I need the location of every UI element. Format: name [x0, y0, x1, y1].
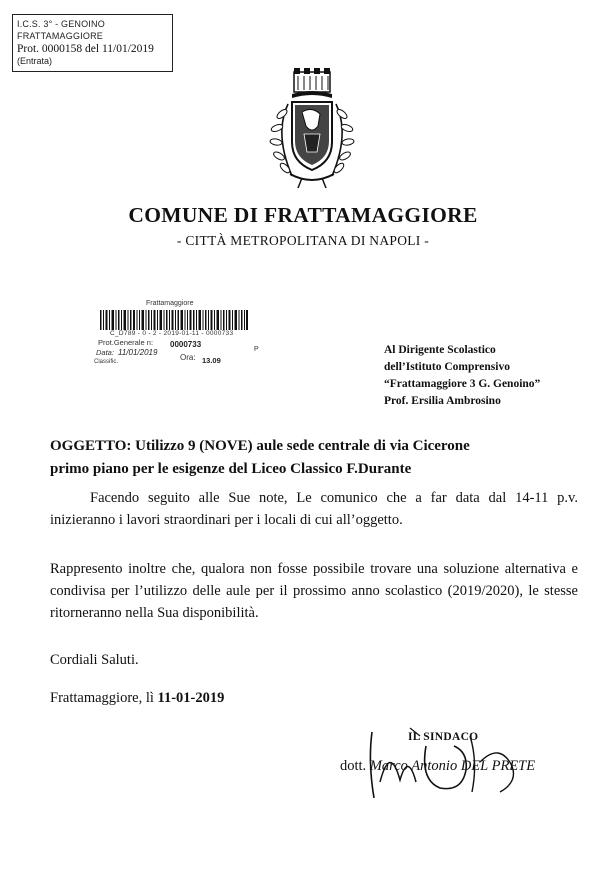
- protocol-city: FRATTAMAGGIORE: [17, 31, 103, 41]
- addressee-line: Al Dirigente Scolastico: [384, 344, 496, 356]
- barcode-time-value: 13.09: [202, 356, 221, 365]
- date-prefix: Frattamaggiore, lì: [50, 690, 154, 706]
- addressee-block: [384, 342, 540, 410]
- handwritten-signature-icon: [350, 722, 540, 802]
- protocol-stamp-box: [12, 14, 173, 72]
- subject-block: [50, 435, 570, 481]
- addressee-line: “Frattamaggiore 3 G. Genoino”: [384, 378, 541, 390]
- addressee-line: Prof. Ersilia Ambrosino: [384, 395, 501, 407]
- barcode-date-value: 11/01/2019: [118, 348, 158, 357]
- barcode-time-label: Ora:: [180, 353, 196, 362]
- barcode-code-text: C_D789 - 0 - 2 - 2019-01-11 - 0000733: [110, 330, 234, 337]
- signature-name: Marco Antonio DEL PRETE: [369, 758, 536, 774]
- barcode-protocol-label: [88, 300, 258, 375]
- addressee-line: dell’Istituto Comprensivo: [384, 361, 510, 373]
- subject-line: primo piano per le esigenze del Liceo Classico F.Durante: [50, 461, 412, 477]
- municipality-title: COMUNE DI FRATTAMAGGIORE: [128, 203, 478, 227]
- barcode-p-flag: P: [254, 346, 259, 353]
- barcode-class-label: Classific.: [94, 359, 119, 365]
- barcode-prot-number: 0000733: [170, 340, 202, 349]
- subject-line: OGGETTO: Utilizzo 9 (NOVE) aule sede centrale di via Cicerone: [50, 438, 470, 454]
- coat-of-arms-icon: [262, 64, 362, 194]
- barcode-icon: [100, 310, 248, 330]
- signature-prefix: dott.: [340, 758, 367, 774]
- body-paragraph: Facendo seguito alle Sue note, Le comunico che a far data dal 14-11 p.v. inizieranno i lavori straordinari per i locali di cui all’oggetto.: [50, 490, 578, 528]
- barcode-top-text: Frattamaggiore: [146, 300, 194, 307]
- date-value: 11-01-2019: [157, 690, 225, 706]
- body-paragraph: Rappresento inoltre che, qualora non fosse possibile trovare una soluzione alternativa e condivisa per l’utilizzo delle aule per il prossimo anno scolastico (2019/2020), le stesse ritorneranno nella Sua disponibilità.: [50, 561, 578, 621]
- protocol-number: Prot. 0000158 del 11/01/2019: [17, 43, 154, 55]
- protocol-school: I.C.S. 3° - GENOINO: [17, 19, 105, 29]
- signature-title: IL SINDACO: [408, 731, 479, 743]
- closing-greeting: Cordiali Saluti.: [50, 652, 139, 668]
- barcode-date-label: Data:: [96, 348, 114, 357]
- barcode-prot-label: Prot.Generale n:: [98, 338, 154, 347]
- protocol-direction: (Entrata): [17, 56, 53, 66]
- date-line: [50, 690, 224, 707]
- municipality-subtitle: - CITTÀ METROPOLITANA DI NAPOLI -: [176, 233, 430, 248]
